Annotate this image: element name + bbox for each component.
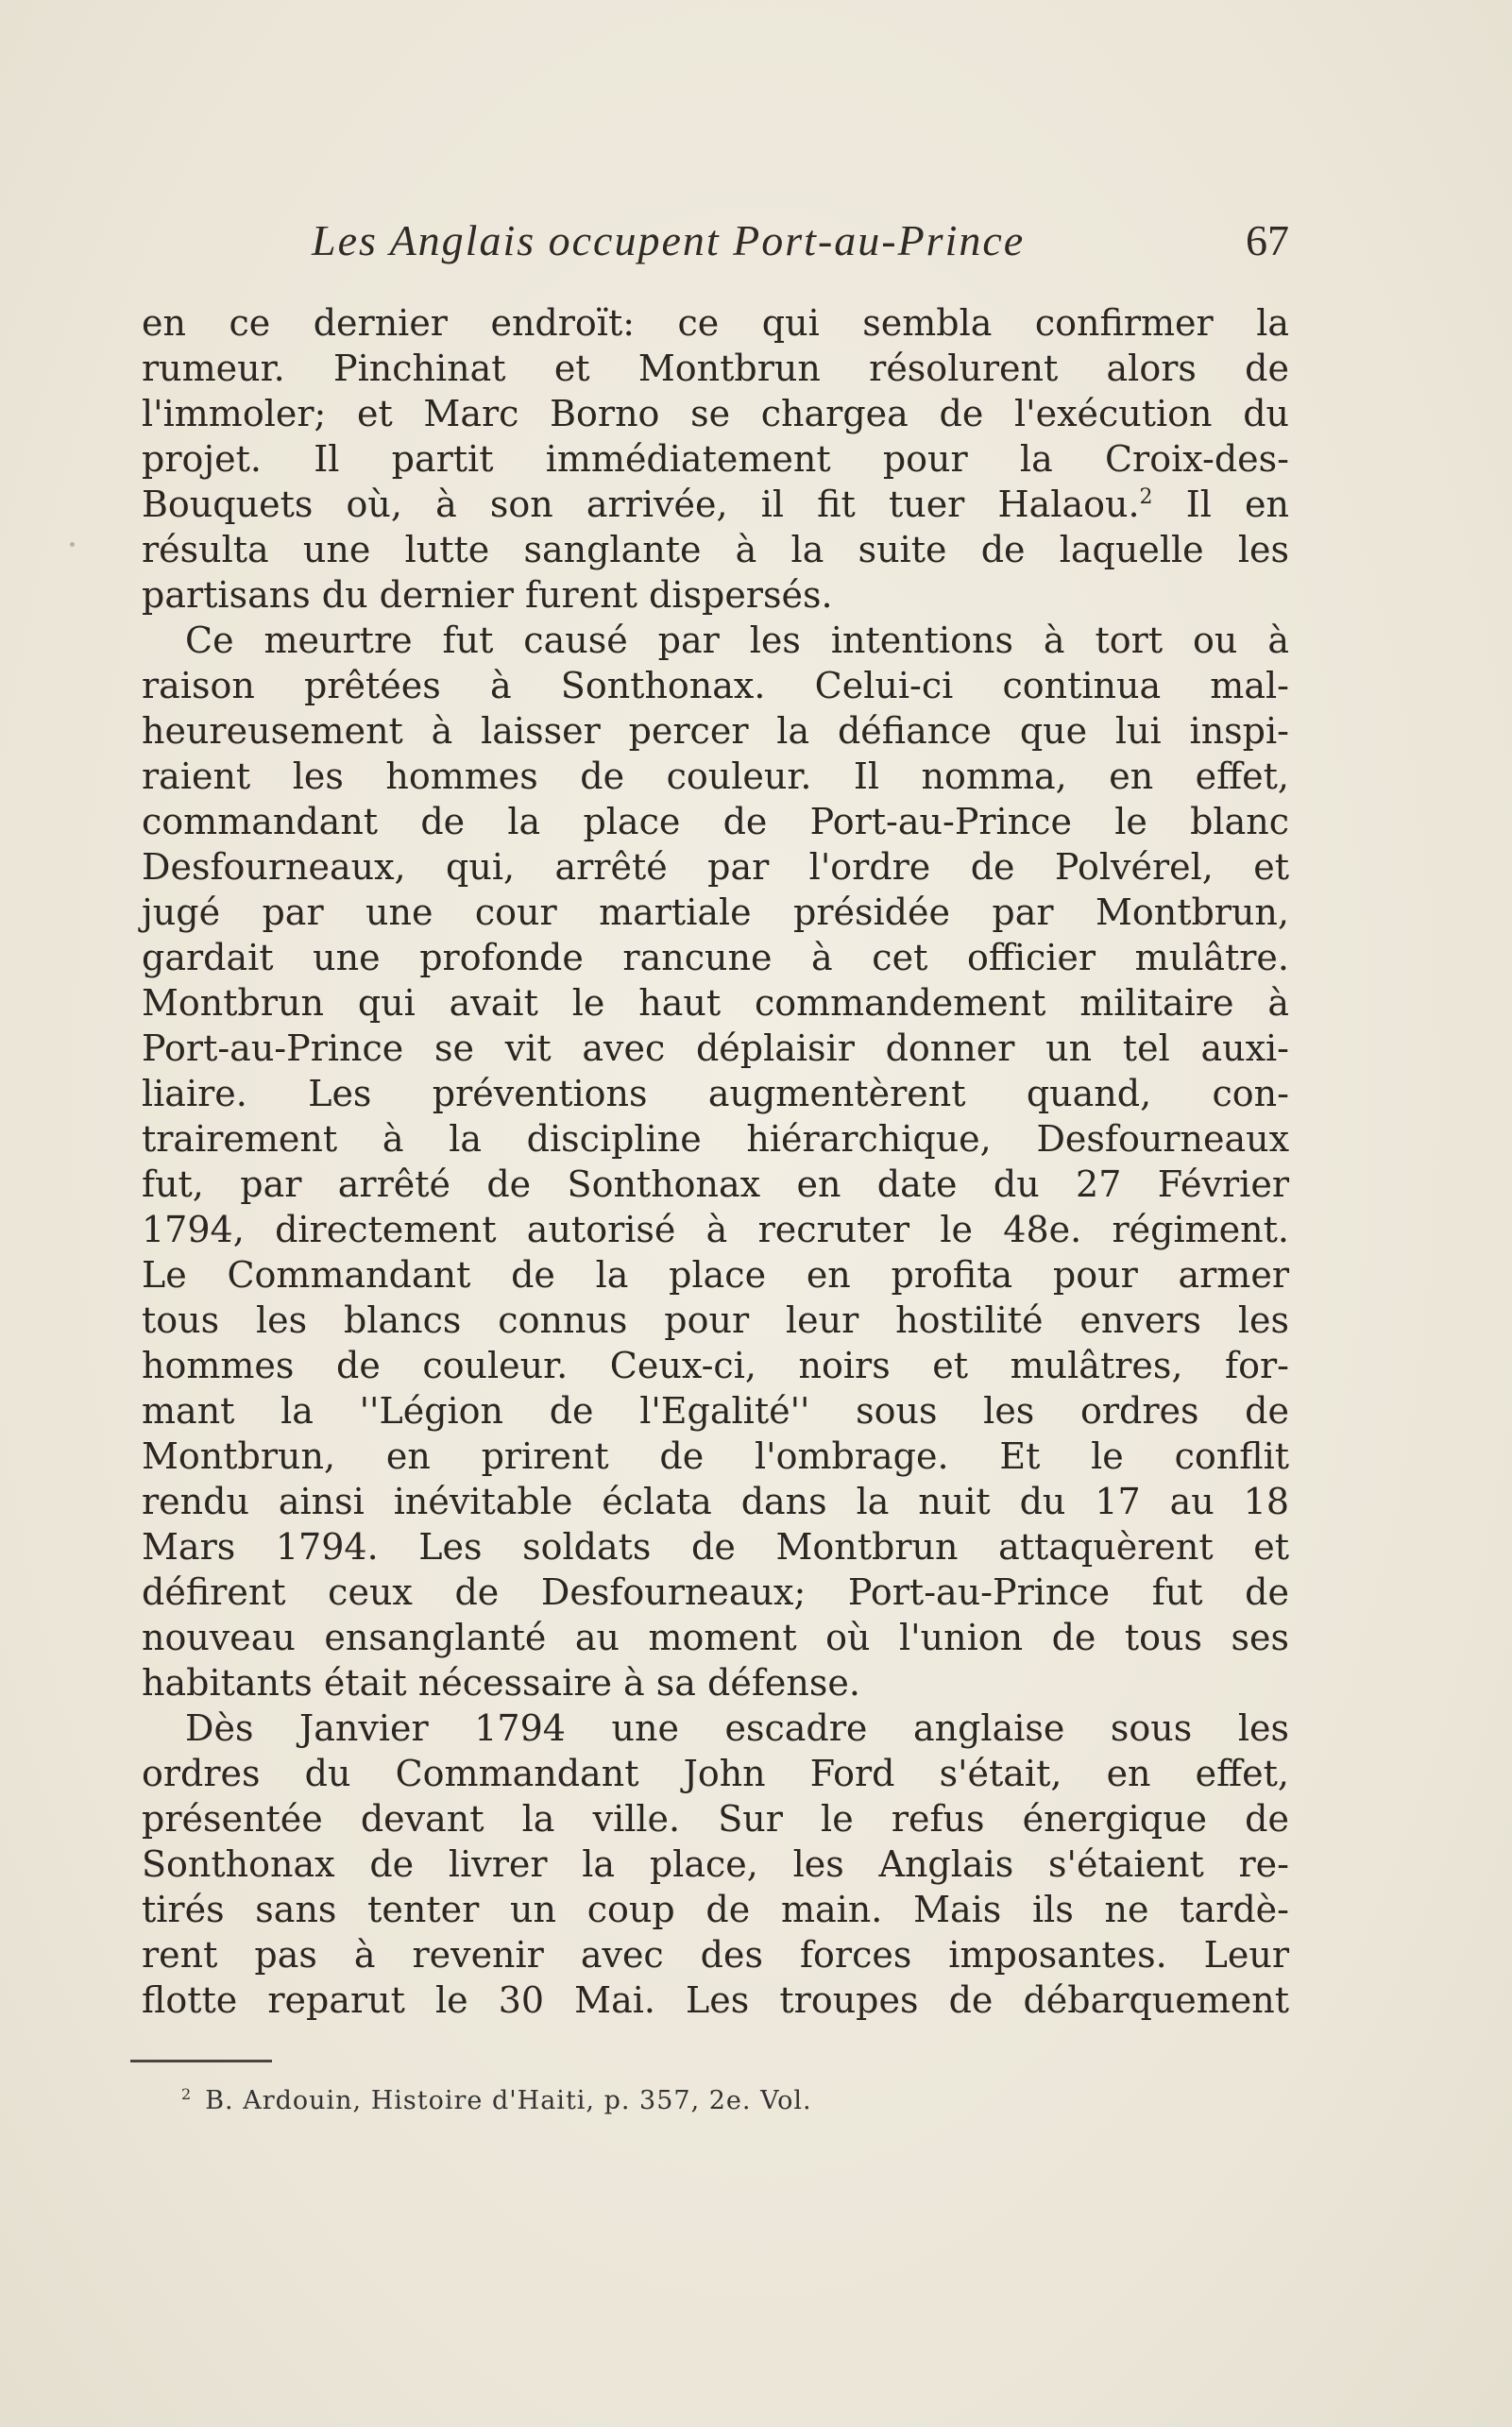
text-line: fut, par arrêté de Sonthonax en date du 27 Février bbox=[142, 1163, 1289, 1205]
text-line: Ce meurtre fut causé par les intentions à tort ou à bbox=[185, 619, 1289, 661]
footnote-ref: 2 bbox=[1139, 485, 1153, 509]
text-line: 1794, directement autorisé à recruter le 48e. régiment. bbox=[142, 1209, 1289, 1250]
text-line: nouveau ensanglanté au moment où l'union de tous ses bbox=[142, 1617, 1289, 1658]
text-line-tail: Il en bbox=[1185, 484, 1289, 525]
text-line: liaire. Les préventions augmentèrent quand, con- bbox=[142, 1073, 1289, 1114]
footnote-text: B. Ardouin, Histoire d'Haiti, p. 357, 2e. Vol. bbox=[205, 2086, 812, 2115]
text-line: raient les hommes de couleur. Il nomma, en effet, bbox=[142, 755, 1289, 797]
text-line: partisans du dernier furent dispersés. bbox=[142, 574, 833, 616]
text-line: résulta une lutte sanglante à la suite de laquelle les bbox=[142, 529, 1289, 570]
text-line: Le Commandant de la place en profita pour armer bbox=[142, 1254, 1289, 1296]
text-line: Montbrun qui avait le haut commandement militaire à bbox=[142, 982, 1289, 1024]
text-line: Mars 1794. Les soldats de Montbrun attaquèrent et bbox=[142, 1526, 1289, 1568]
text-line: heureusement à laisser percer la défiance que lui inspi- bbox=[142, 710, 1289, 752]
text-line: tous les blancs connus pour leur hostilité envers les bbox=[142, 1299, 1289, 1341]
text-line: projet. Il partit immédiatement pour la Croix-des- bbox=[142, 438, 1289, 480]
text-line: hommes de couleur. Ceux-ci, noirs et mulâtres, for- bbox=[142, 1345, 1289, 1386]
text-line: l'immoler; et Marc Borno se chargea de l'exécution du bbox=[142, 393, 1289, 434]
footnote-marker: 2 bbox=[181, 2085, 193, 2103]
page-number: 67 bbox=[1246, 216, 1289, 264]
text-line: Port-au-Prince se vit avec déplaisir donner un tel auxi- bbox=[142, 1027, 1289, 1069]
text-line: présentée devant la ville. Sur le refus énergique de bbox=[142, 1798, 1289, 1840]
text-line: Desfourneaux, qui, arrêté par l'ordre de Polvérel, et bbox=[142, 846, 1289, 888]
page-header bbox=[312, 215, 1289, 272]
text-line: rendu ainsi inévitable éclata dans la nuit du 17 au 18 bbox=[142, 1481, 1289, 1522]
margin-speck bbox=[70, 542, 75, 547]
text-line: Montbrun, en prirent de l'ombrage. Et le conflit bbox=[142, 1435, 1289, 1477]
text-line: ordres du Commandant John Ford s'était, en effet, bbox=[142, 1753, 1289, 1794]
text-line: rumeur. Pinchinat et Montbrun résolurent alors de bbox=[142, 348, 1289, 389]
text-line: défirent ceux de Desfourneaux; Port-au-Prince fut de bbox=[142, 1571, 1289, 1613]
text-line: rent pas à revenir avec des forces imposantes. Leur bbox=[142, 1934, 1289, 1976]
text-line-with-ref bbox=[142, 482, 1289, 527]
text-line: habitants était nécessaire à sa défense. bbox=[142, 1662, 860, 1704]
text-line: gardait une profonde rancune à cet officier mulâtre. bbox=[142, 937, 1289, 978]
text-line: mant la ''Légion de l'Egalité'' sous les ordres de bbox=[142, 1390, 1289, 1432]
text-line: raison prêtées à Sonthonax. Celui-ci continua mal- bbox=[142, 665, 1289, 706]
body-text bbox=[142, 300, 1289, 2023]
text-line: Dès Janvier 1794 une escadre anglaise sous les bbox=[185, 1707, 1289, 1749]
text-line: en ce dernier endroït: ce qui sembla confirmer la bbox=[142, 302, 1289, 344]
text-line: commandant de la place de Port-au-Prince le blanc bbox=[142, 801, 1289, 842]
text-line: Sonthonax de livrer la place, les Anglais s'étaient re- bbox=[142, 1843, 1289, 1885]
text-line: flotte reparut le 30 Mai. Les troupes de débarquement bbox=[142, 1979, 1289, 2021]
footnote-rule bbox=[130, 2060, 272, 2062]
text-line: tirés sans tenter un coup de main. Mais ils ne tardè- bbox=[142, 1889, 1289, 1930]
text-line: jugé par une cour martiale présidée par Montbrun, bbox=[142, 891, 1289, 933]
footnote bbox=[181, 2085, 812, 2115]
running-title: Les Anglais occupent Port-au-Prince bbox=[312, 216, 1026, 264]
text-line: trairement à la discipline hiérarchique, Desfourneaux bbox=[142, 1118, 1289, 1160]
text-line-head: Bouquets où, à son arrivée, il fit tuer Halaou. bbox=[142, 484, 1140, 525]
